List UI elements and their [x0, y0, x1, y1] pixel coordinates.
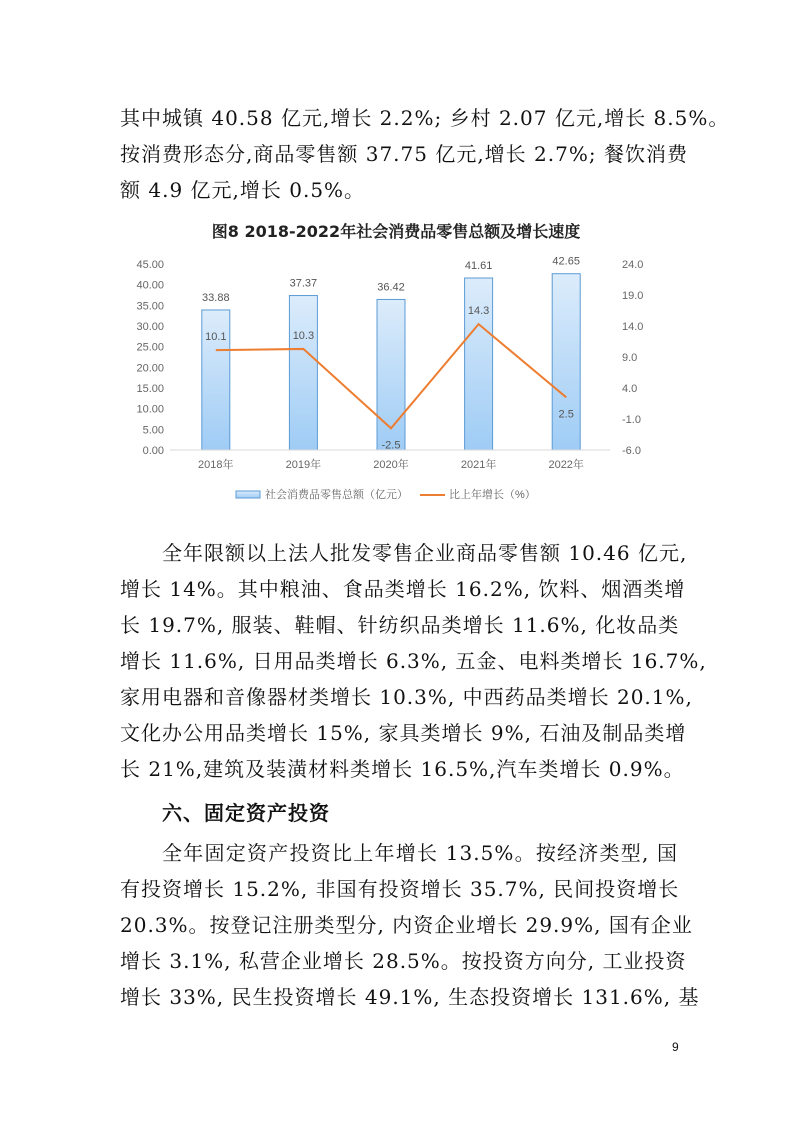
bar-data-label: 36.42 [377, 281, 405, 294]
bar-data-label: 41.61 [464, 260, 493, 273]
right-axis-tick: 19.0 [622, 290, 644, 302]
left-axis-tick: 20.00 [136, 362, 164, 375]
left-axis-tick: 45.00 [136, 259, 164, 271]
right-axis-tick: 4.0 [622, 383, 638, 395]
bar-data-label: 37.37 [289, 277, 318, 290]
left-axis-tick: 40.00 [136, 279, 164, 292]
text-line: 全年固定资产投资比上年增长 13.5%。按经济类型, 国 [162, 841, 678, 865]
left-axis-tick: 0.00 [142, 445, 164, 457]
x-axis-tick: 2022年 [548, 459, 584, 471]
section-heading: 六、固定资产投资 [162, 801, 330, 825]
text-line: 增长 11.6%, 日用品类增长 6.3%, 五金、电料类增长 16.7%, [120, 649, 707, 673]
text-line: 增长 3.1%, 私营企业增长 28.5%。按投资方向分, 工业投资 [120, 949, 687, 973]
left-axis-tick: 25.00 [136, 341, 164, 354]
chart-title: 图8 2018-2022年社会消费品零售总额及增长速度 [211, 222, 581, 241]
text-line: 增长 14%。其中粮油、食品类增长 16.2%, 饮料、烟酒类增 [120, 577, 686, 601]
left-axis-tick: 30.00 [136, 321, 164, 333]
page-number: 9 [672, 1040, 679, 1054]
right-axis-tick: -1.0 [622, 414, 641, 426]
text-line: 额 4.9 亿元,增长 0.5%。 [120, 178, 366, 202]
right-axis-tick: 9.0 [622, 352, 638, 364]
line-data-label: 14.3 [467, 305, 490, 318]
x-axis-tick: 2019年 [285, 459, 322, 471]
legend-line-label: 比上年增长（%） [449, 489, 536, 501]
right-axis-tick: 24.0 [622, 259, 644, 271]
left-axis-tick: 15.00 [136, 383, 164, 395]
text-line: 长 21%,建筑及装潢材料类增长 16.5%,汽车类增长 0.9%。 [120, 757, 685, 781]
legend-bar-label: 社会消费品零售总额（亿元） [265, 489, 408, 501]
left-axis-tick: 5.00 [142, 424, 164, 437]
line-data-label: 10.3 [292, 329, 315, 342]
text-line: 有投资增长 15.2%, 非国有投资增长 35.7%, 民间投资增长 [120, 877, 680, 901]
line-data-label: 2.5 [558, 408, 574, 421]
bar-retail-sales [465, 278, 493, 450]
text-line: 按消费形态分,商品零售额 37.75 亿元,增长 2.7%; 餐饮消费 [120, 142, 688, 166]
x-axis-tick: 2020年 [373, 459, 409, 471]
x-axis-tick: 2018年 [198, 459, 234, 471]
bar-data-label: 33.88 [202, 291, 230, 304]
text-line: 长 19.7%, 服装、鞋帽、针纺织品类增长 11.6%, 化妆品类 [120, 613, 680, 637]
line-data-label: 10.1 [205, 331, 227, 344]
retail-sales-chart [0, 210, 793, 510]
bar-retail-sales [289, 296, 317, 450]
text-line: 家用电器和音像器材类增长 10.3%, 中西药品类增长 20.1%, [120, 685, 693, 709]
bar-retail-sales [552, 274, 580, 450]
left-axis-tick: 10.00 [136, 403, 164, 416]
text-line: 文化办公用品类增长 15%, 家具类增长 9%, 石油及制品类增 [120, 721, 687, 745]
text-line: 20.3%。按登记注册类型分, 内资企业增长 29.9%, 国有企业 [120, 913, 693, 937]
x-axis-tick: 2021年 [460, 459, 497, 471]
right-axis-tick: -6.0 [622, 445, 641, 457]
text-line: 其中城镇 40.58 亿元,增长 2.2%; 乡村 2.07 亿元,增长 8.5%。 [120, 106, 730, 130]
text-line: 全年限额以上法人批发零售企业商品零售额 10.46 亿元, [162, 541, 688, 565]
line-data-label: -2.5 [381, 439, 401, 452]
legend-bar-swatch [236, 491, 260, 498]
right-axis-tick: 14.0 [622, 321, 644, 333]
bar-data-label: 42.65 [552, 255, 580, 268]
left-axis-tick: 35.00 [136, 300, 164, 313]
text-line: 增长 33%, 民生投资增长 49.1%, 生态投资增长 131.6%, 基 [120, 985, 700, 1009]
